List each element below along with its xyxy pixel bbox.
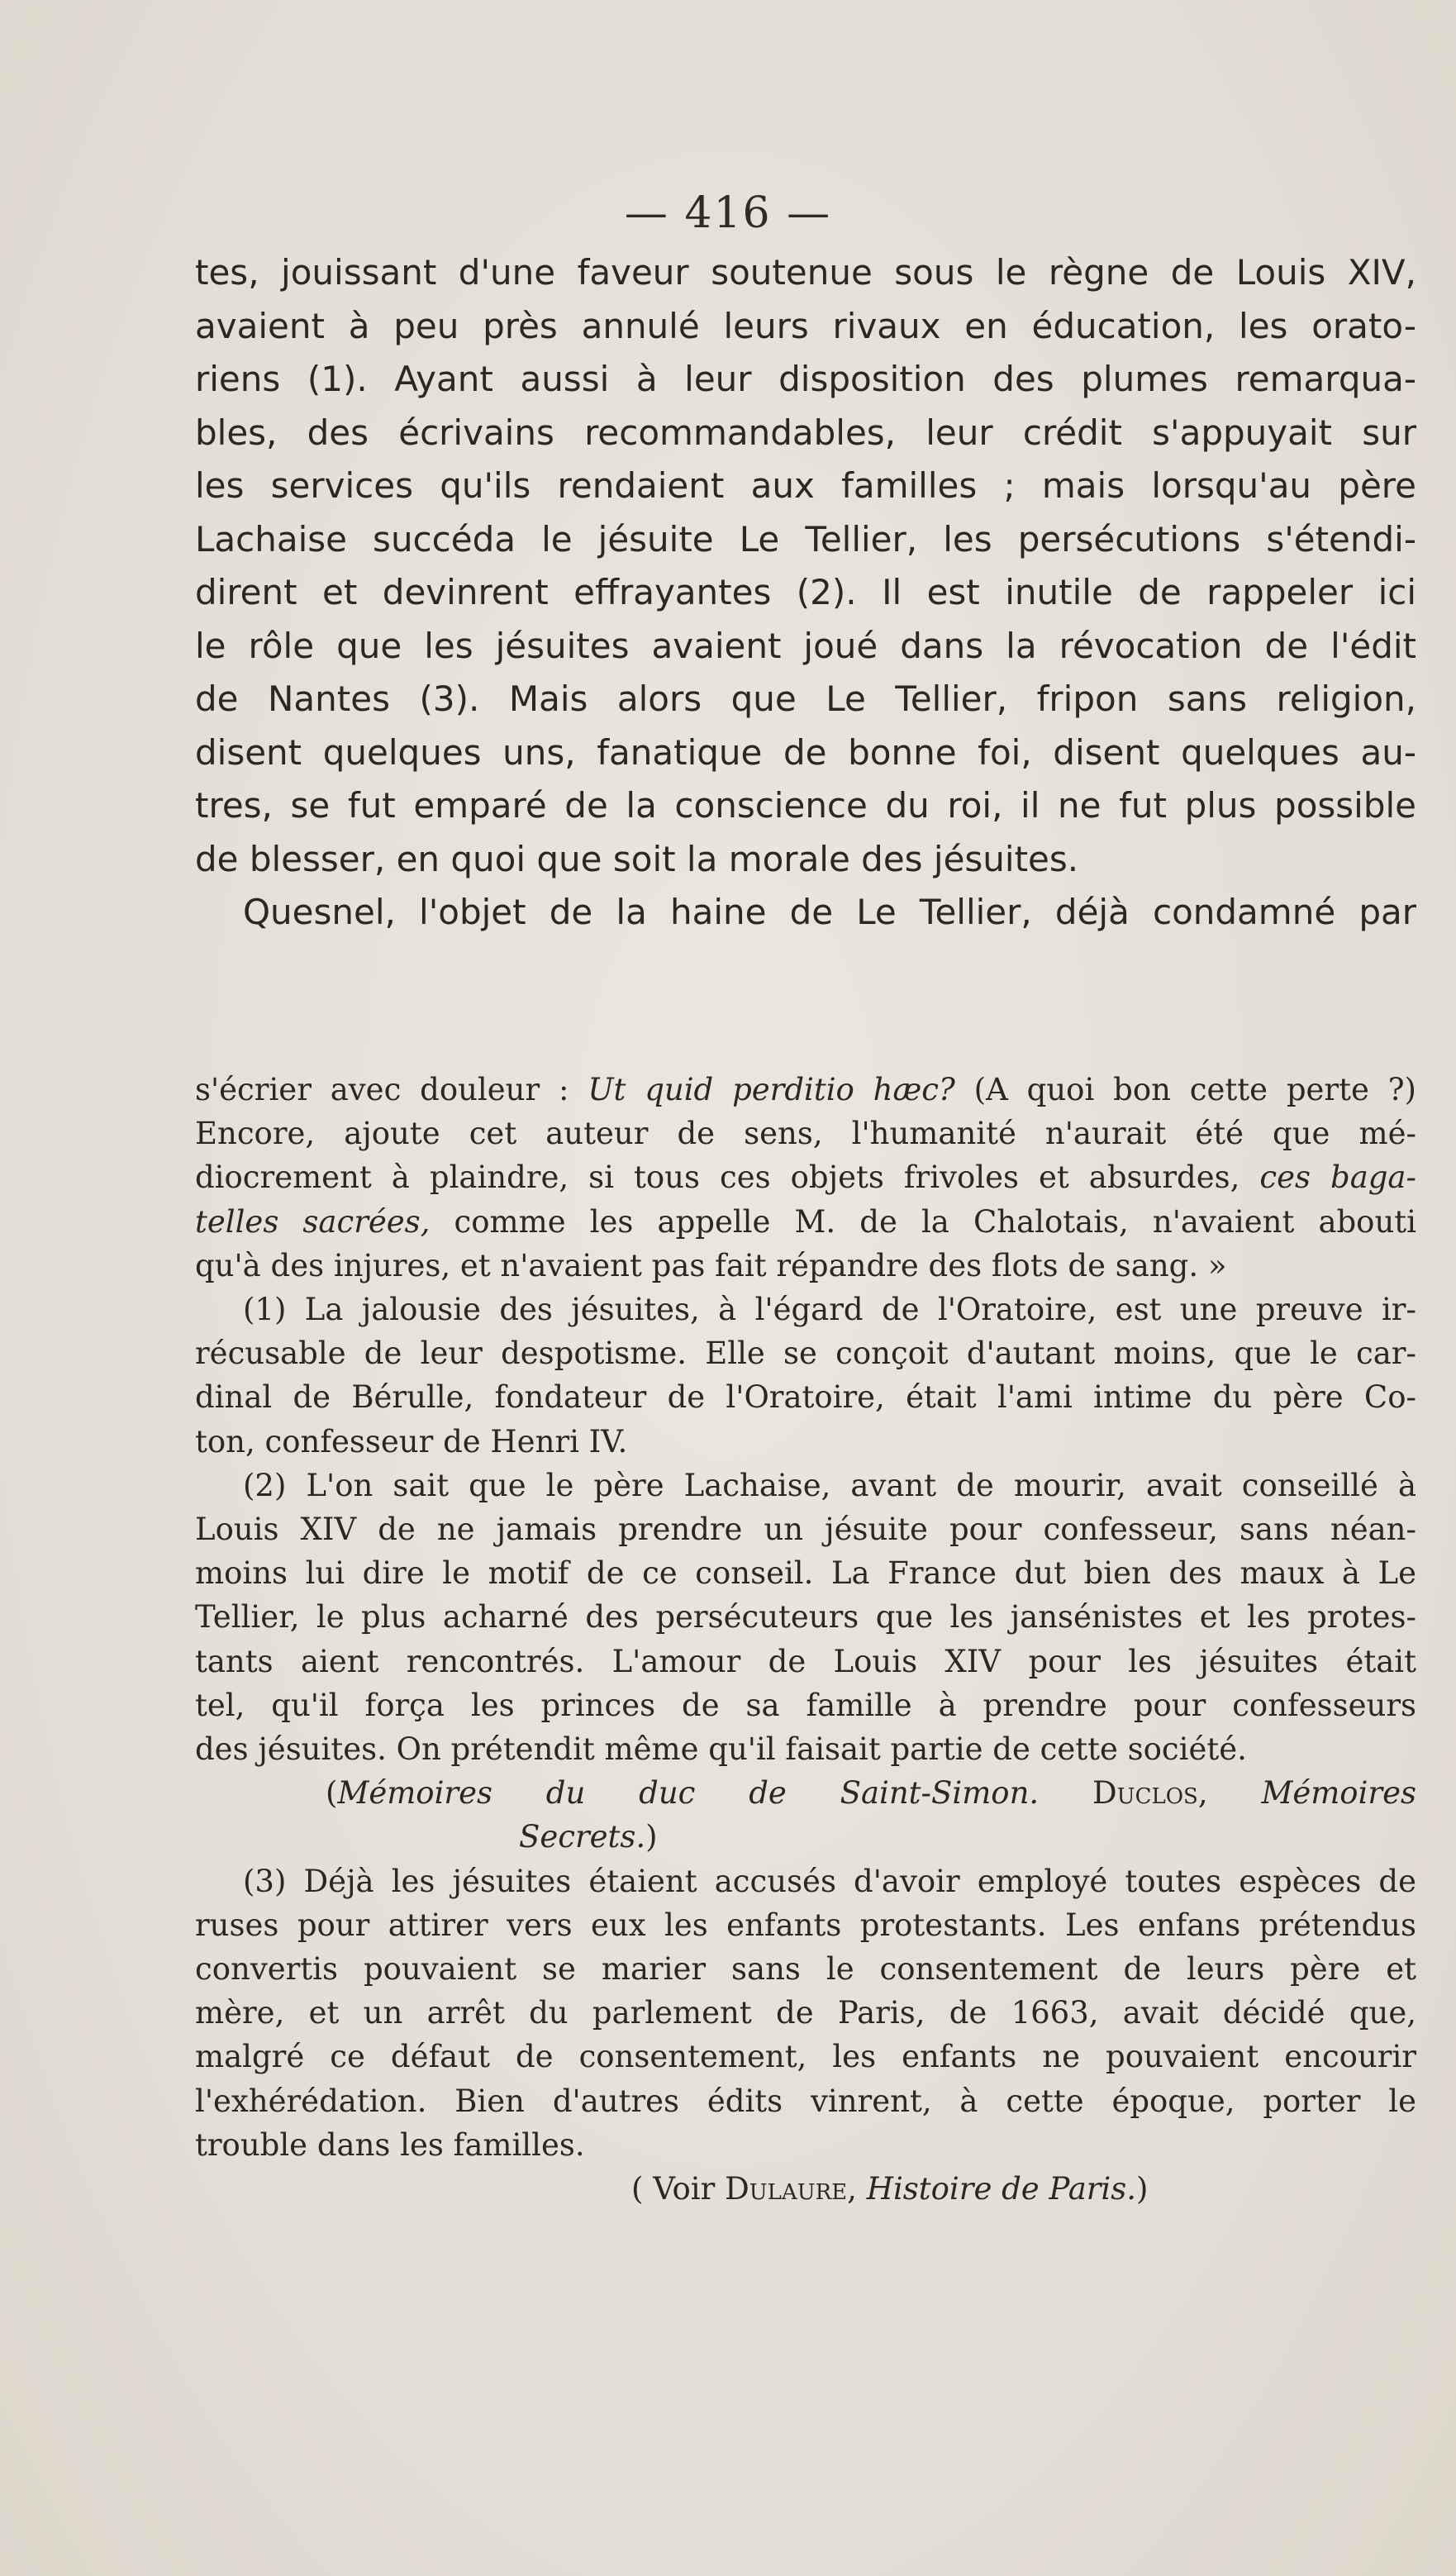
footnote-text: (A quoi bon cette perte ?) [954,1072,1416,1107]
footnote-text: ( [326,1775,338,1812]
footnote-2-source [195,1771,1416,1815]
footnotes [195,1068,1416,2211]
text-line: bles, des écrivains recommandables, leur crédit s'appuyait sur [195,412,1416,453]
footnote-text: , [847,2171,867,2207]
footnote-text: ( Voir [631,2171,726,2207]
footnote-2-line: des jésuites. On prétendit même qu'il faisait partie de cette société. [195,1731,1247,1768]
text-line: de blesser, en quoi que soit la morale des jésuites. [195,838,1079,879]
source-title: Mémoires [1261,1775,1416,1812]
footnote-2-line: tel, qu'il força les princes de sa famille à prendre pour confesseurs [195,1687,1416,1723]
source-title: Mémoires du duc de Saint-Simon. [337,1775,1040,1812]
footnote-line: Encore, ajoute cet auteur de sens, l'humanité n'aurait été que mé- [195,1116,1416,1152]
italic-phrase: telles sacrées, [195,1203,431,1240]
source-author: Dulaure [725,2171,848,2207]
text-line: tes, jouissant d'une faveur soutenue sous le règne de Louis XIV, [195,252,1416,293]
footnote-2-line: Louis XIV de ne jamais prendre un jésuite pour confesseur, sans néan- [195,1512,1416,1548]
text-line: avaient à peu près annulé leurs rivaux en éducation, les orato- [195,305,1416,346]
footnote-text: s'écrier avec douleur : [195,1072,588,1107]
footnote-3-line: trouble dans les familles. [195,2126,585,2163]
text-line: dirent et devinrent effrayantes (2). Il est inutile de rappeler ici [195,572,1416,612]
footnote-2-source [195,1815,1416,1859]
text-line: Quesnel, l'objet de la haine de Le Tellier, déjà condamné par [243,892,1416,932]
text-line: le rôle que les jésuites avaient joué dans la révocation de l'édit [195,625,1416,666]
footnote-3-line: (3) Déjà les jésuites étaient accusés d'avoir employé toutes espèces de [243,1863,1416,1899]
footnote-2-line: moins lui dire le motif de ce conseil. La France dut bien des maux à Le [195,1555,1416,1592]
text-line: riens (1). Ayant aussi à leur disposition des plumes remarqua- [195,359,1416,399]
source-title: Secrets. [519,1819,646,1855]
footnote-3-line: ruses pour attirer vers eux les enfants protestants. Les enfans prétendus [195,1907,1416,1943]
footnote-line [195,1068,1416,1112]
footnote-text: ) [645,1819,658,1855]
footnote-1-line: dinal de Bérulle, fondateur de l'Oratoire, était l'ami intime du père Co- [195,1379,1416,1416]
footnote-1-line: ton, confesseur de Henri IV. [195,1423,628,1459]
footnote-line: qu'à des injures, et n'avaient pas fait répandre des flots de sang. » [195,1247,1227,1283]
latin-quote: Ut quid perditio hæc? [588,1072,955,1107]
source-title: Histoire de Paris. [866,2171,1137,2207]
source-author: Duclos, [1039,1775,1262,1812]
footnote-text: ) [1136,2171,1149,2207]
page-number: — 416 — [624,188,832,238]
footnote-text: diocrement à plaindre, si tous ces objets frivoles et absurdes, [195,1159,1260,1196]
footnote-2-line: Tellier, le plus acharné des persécuteurs que les jansénistes et les protes- [195,1599,1416,1636]
main-text [195,246,1416,940]
footnote-3-line: malgré ce défaut de consentement, les enfants ne pouvaient encourir [195,2039,1416,2075]
footnote-3-line: convertis pouvaient se marier sans le consentement de leurs père et [195,1951,1416,1988]
footnote-1-line: récusable de leur despotisme. Elle se conçoit d'autant moins, que le car- [195,1336,1416,1372]
text-line: tres, se fut emparé de la conscience du roi, il ne fut plus possible [195,785,1416,826]
italic-phrase: ces baga- [1259,1159,1416,1196]
footnote-line [195,1200,1416,1244]
footnote-text: comme les appelle M. de la Chalotais, n'avaient abouti [430,1203,1416,1240]
footnote-1-line: (1) La jalousie des jésuites, à l'égard de l'Oratoire, est une preuve ir- [243,1292,1416,1328]
text-line: disent quelques uns, fanatique de bonne foi, disent quelques au- [195,731,1416,773]
footnote-3-source [195,2167,1416,2211]
footnote-line [195,1155,1416,1199]
footnote-3-line: mère, et un arrêt du parlement de Paris, de 1663, avait décidé que, [195,1995,1416,2031]
footnote-3-line: l'exhérédation. Bien d'autres édits vinrent, à cette époque, porter le [195,2083,1416,2119]
text-line: Lachaise succéda le jésuite Le Tellier, les persécutions s'étendi- [195,518,1416,559]
footnote-2-line: tants aient rencontrés. L'amour de Louis XIV pour les jésuites était [195,1643,1416,1679]
text-line: de Nantes (3). Mais alors que Le Tellier, fripon sans religion, [195,679,1416,719]
footnote-2-line: (2) L'on sait que le père Lachaise, avant de mourir, avait conseillé à [243,1467,1416,1503]
text-line: les services qu'ils rendaient aux familles ; mais lorsqu'au père [195,465,1416,506]
